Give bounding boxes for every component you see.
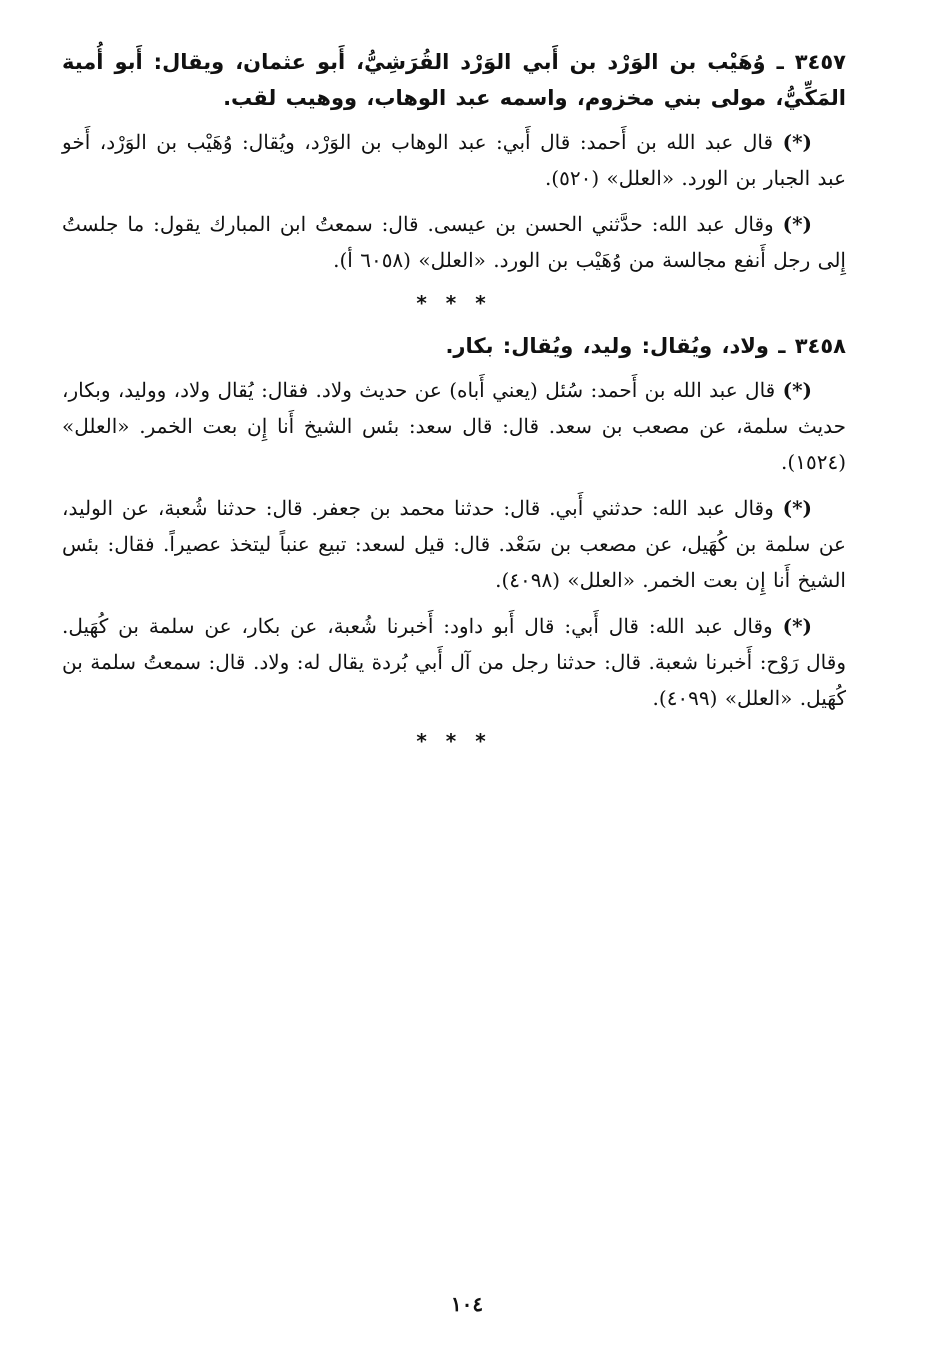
paragraph-text: قال عبد الله بن أَحمد: قال أَبي: عبد الوهاب بن الوَرْد، ويُقال: وُهَيْب بن الوَرْد، أَخو عبد الجبار بن الورد. «العلل» (٥٢٠).	[62, 130, 846, 190]
asterisk-mark: (*)	[782, 212, 813, 236]
section-separator: * * *	[416, 729, 492, 753]
entry-paragraph	[62, 124, 846, 196]
asterisk-mark: (*)	[782, 496, 812, 520]
asterisk-mark: (*)	[782, 130, 813, 154]
page-body	[62, 44, 846, 766]
paragraph-text: وقال عبد الله: حدَّثني الحسن بن عيسى. قال: سمعتُ ابن المبارك يقول: ما جلستُ إِلى رجل أَنفع مجالسة من وُهَيْب بن الورد. «العلل» (٦٠٥٨ أ).	[62, 212, 846, 272]
entry-paragraph	[62, 206, 846, 278]
entry-paragraph	[62, 608, 846, 716]
paragraph-text: وقال عبد الله: قال أَبي: قال أَبو داود: أَخبرنا شُعبة، عن بكار، عن سلمة بن كُهَيل. وقال رَوْح: أَخبرنا شعبة. قال: حدثنا رجل من آل أَبي بُردة يقال له: ولاد. قال: سمعتُ سلمة بن كُهَيل. «العلل» (٤٠٩٩).	[62, 614, 846, 710]
entry-paragraph	[62, 490, 846, 598]
asterisk-mark: (*)	[782, 378, 812, 402]
paragraph-text: قال عبد الله بن أَحمد: سُئل (يعني أَباه) عن حديث ولاد. فقال: يُقال ولاد، ووليد، وبكار، حديث سلمة، عن مصعب بن سعد. قال: قال سعد: بئس الشيخ أَنا إِن بعت الخمر. «العلل» (١٥٢٤).	[62, 378, 846, 474]
asterisk-mark: (*)	[782, 614, 813, 638]
entry-heading-3457: ٣٤٥٧ ـ وُهَيْب بن الوَرْد بن أَبي الوَرْد القُرَشِيُّ، أَبو عثمان، ويقال: أَبو أُمية المَكِّيُّ، مولى بني مخزوم، واسمه عبد الوهاب، ووهيب لقب.	[62, 50, 846, 110]
page-number: ١٠٤	[450, 1292, 484, 1316]
entry-heading-3458: ٣٤٥٨ ـ ولاد، ويُقال: وليد، ويُقال: بكار.	[445, 334, 846, 358]
paragraph-text: وقال عبد الله: حدثني أَبي. قال: حدثنا محمد بن جعفر. قال: حدثنا شُعبة، عن الوليد، عن سلمة بن كُهَيل، عن مصعب بن سَعْد. قال: قيل لسعد: تبيع عنباً ليتخذ عصيراً. فقال: بئس الشيخ أَنا إِن بعت الخمر. «العلل» (٤٠٩٨).	[62, 496, 846, 592]
entry-paragraph	[62, 372, 846, 480]
section-separator: * * *	[416, 291, 492, 315]
